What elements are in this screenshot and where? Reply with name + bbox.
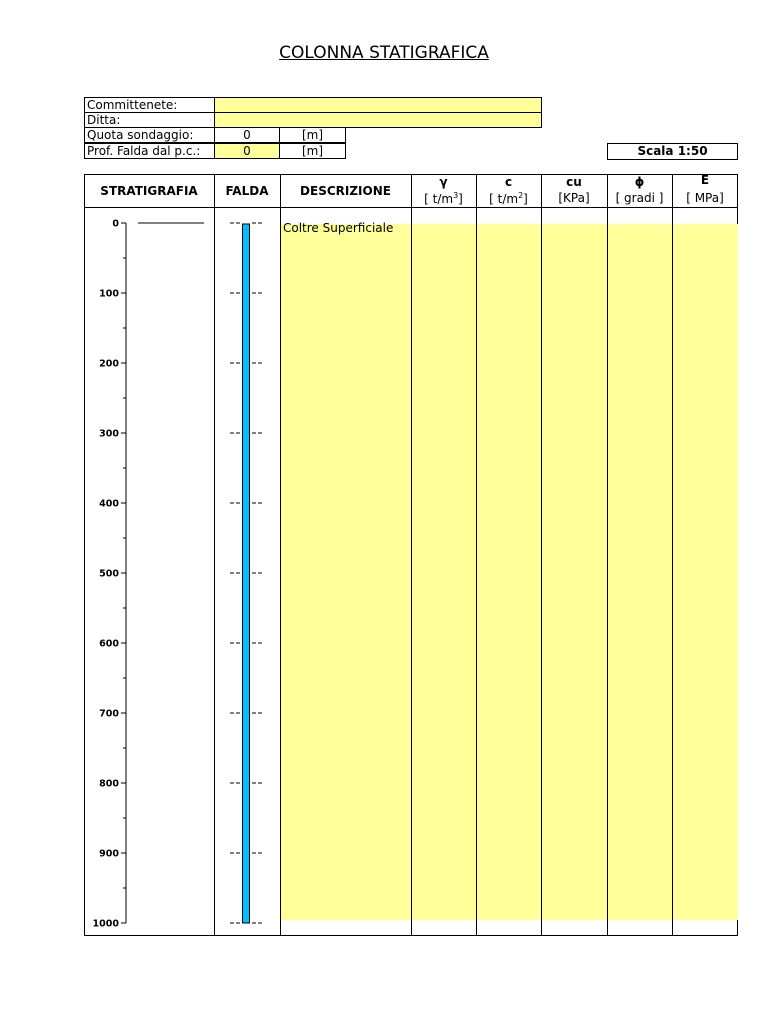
committente-field[interactable] xyxy=(214,97,542,113)
water-table-bar xyxy=(243,224,250,923)
col-divider xyxy=(541,174,542,936)
depth-label: 200 xyxy=(99,358,119,370)
header-phi-unit: [ gradi ] xyxy=(615,191,664,205)
gamma-unit-close: ] xyxy=(458,192,463,206)
header-phi: ϕ xyxy=(634,175,645,189)
c-unit-close: ] xyxy=(523,192,528,206)
header-c-unit xyxy=(476,191,541,206)
header-cu: cu xyxy=(566,175,582,189)
ditta-field[interactable] xyxy=(214,112,542,128)
quota-field[interactable]: 0 xyxy=(214,127,280,143)
depth-label: 1000 xyxy=(92,918,119,930)
page-title: COLONNA STATIGRAFICA xyxy=(279,43,489,63)
header-e: E xyxy=(700,173,710,187)
depth-label: 600 xyxy=(99,638,119,650)
gamma-unit-text: [ t/m xyxy=(424,192,454,206)
header-falda: FALDA xyxy=(225,184,269,198)
quota-label: Quota sondaggio: xyxy=(84,127,215,143)
depth-label: 300 xyxy=(99,428,119,440)
depth-label: 700 xyxy=(99,708,119,720)
header-e-unit: [ MPa] xyxy=(686,191,724,205)
falda-depth-unit: [m] xyxy=(279,143,346,159)
depth-label: 500 xyxy=(99,568,119,580)
c-unit-exp: 2 xyxy=(518,191,524,200)
depth-scale-svg xyxy=(84,208,284,936)
committente-label: Committenete: xyxy=(84,97,215,113)
depth-label: 100 xyxy=(99,288,119,300)
col-divider xyxy=(411,174,412,936)
header-gamma-unit xyxy=(411,191,476,206)
depth-label: 900 xyxy=(99,848,119,860)
layer-description: Coltre Superficiale xyxy=(283,221,394,235)
depth-label: 0 xyxy=(112,218,119,230)
header-descrizione: DESCRIZIONE xyxy=(300,184,391,198)
quota-unit: [m] xyxy=(279,127,346,143)
header-gamma: γ xyxy=(439,175,448,189)
col-divider xyxy=(476,174,477,936)
falda-depth-label: Prof. Falda dal p.c.: xyxy=(84,143,215,159)
falda-depth-field[interactable]: 0 xyxy=(214,143,280,159)
depth-label: 400 xyxy=(99,498,119,510)
ditta-label: Ditta: xyxy=(84,112,215,128)
gamma-unit-exp: 3 xyxy=(453,191,459,200)
c-unit-text: [ t/m xyxy=(489,192,519,206)
depth-label: 800 xyxy=(99,778,119,790)
scale-badge: Scala 1:50 xyxy=(607,143,738,160)
data-fill-area xyxy=(281,224,738,920)
col-divider xyxy=(672,174,673,936)
col-divider xyxy=(607,174,608,936)
header-stratigrafia: STRATIGRAFIA xyxy=(100,184,198,198)
header-cu-unit: [KPa] xyxy=(558,191,590,205)
header-c: c xyxy=(504,175,513,189)
